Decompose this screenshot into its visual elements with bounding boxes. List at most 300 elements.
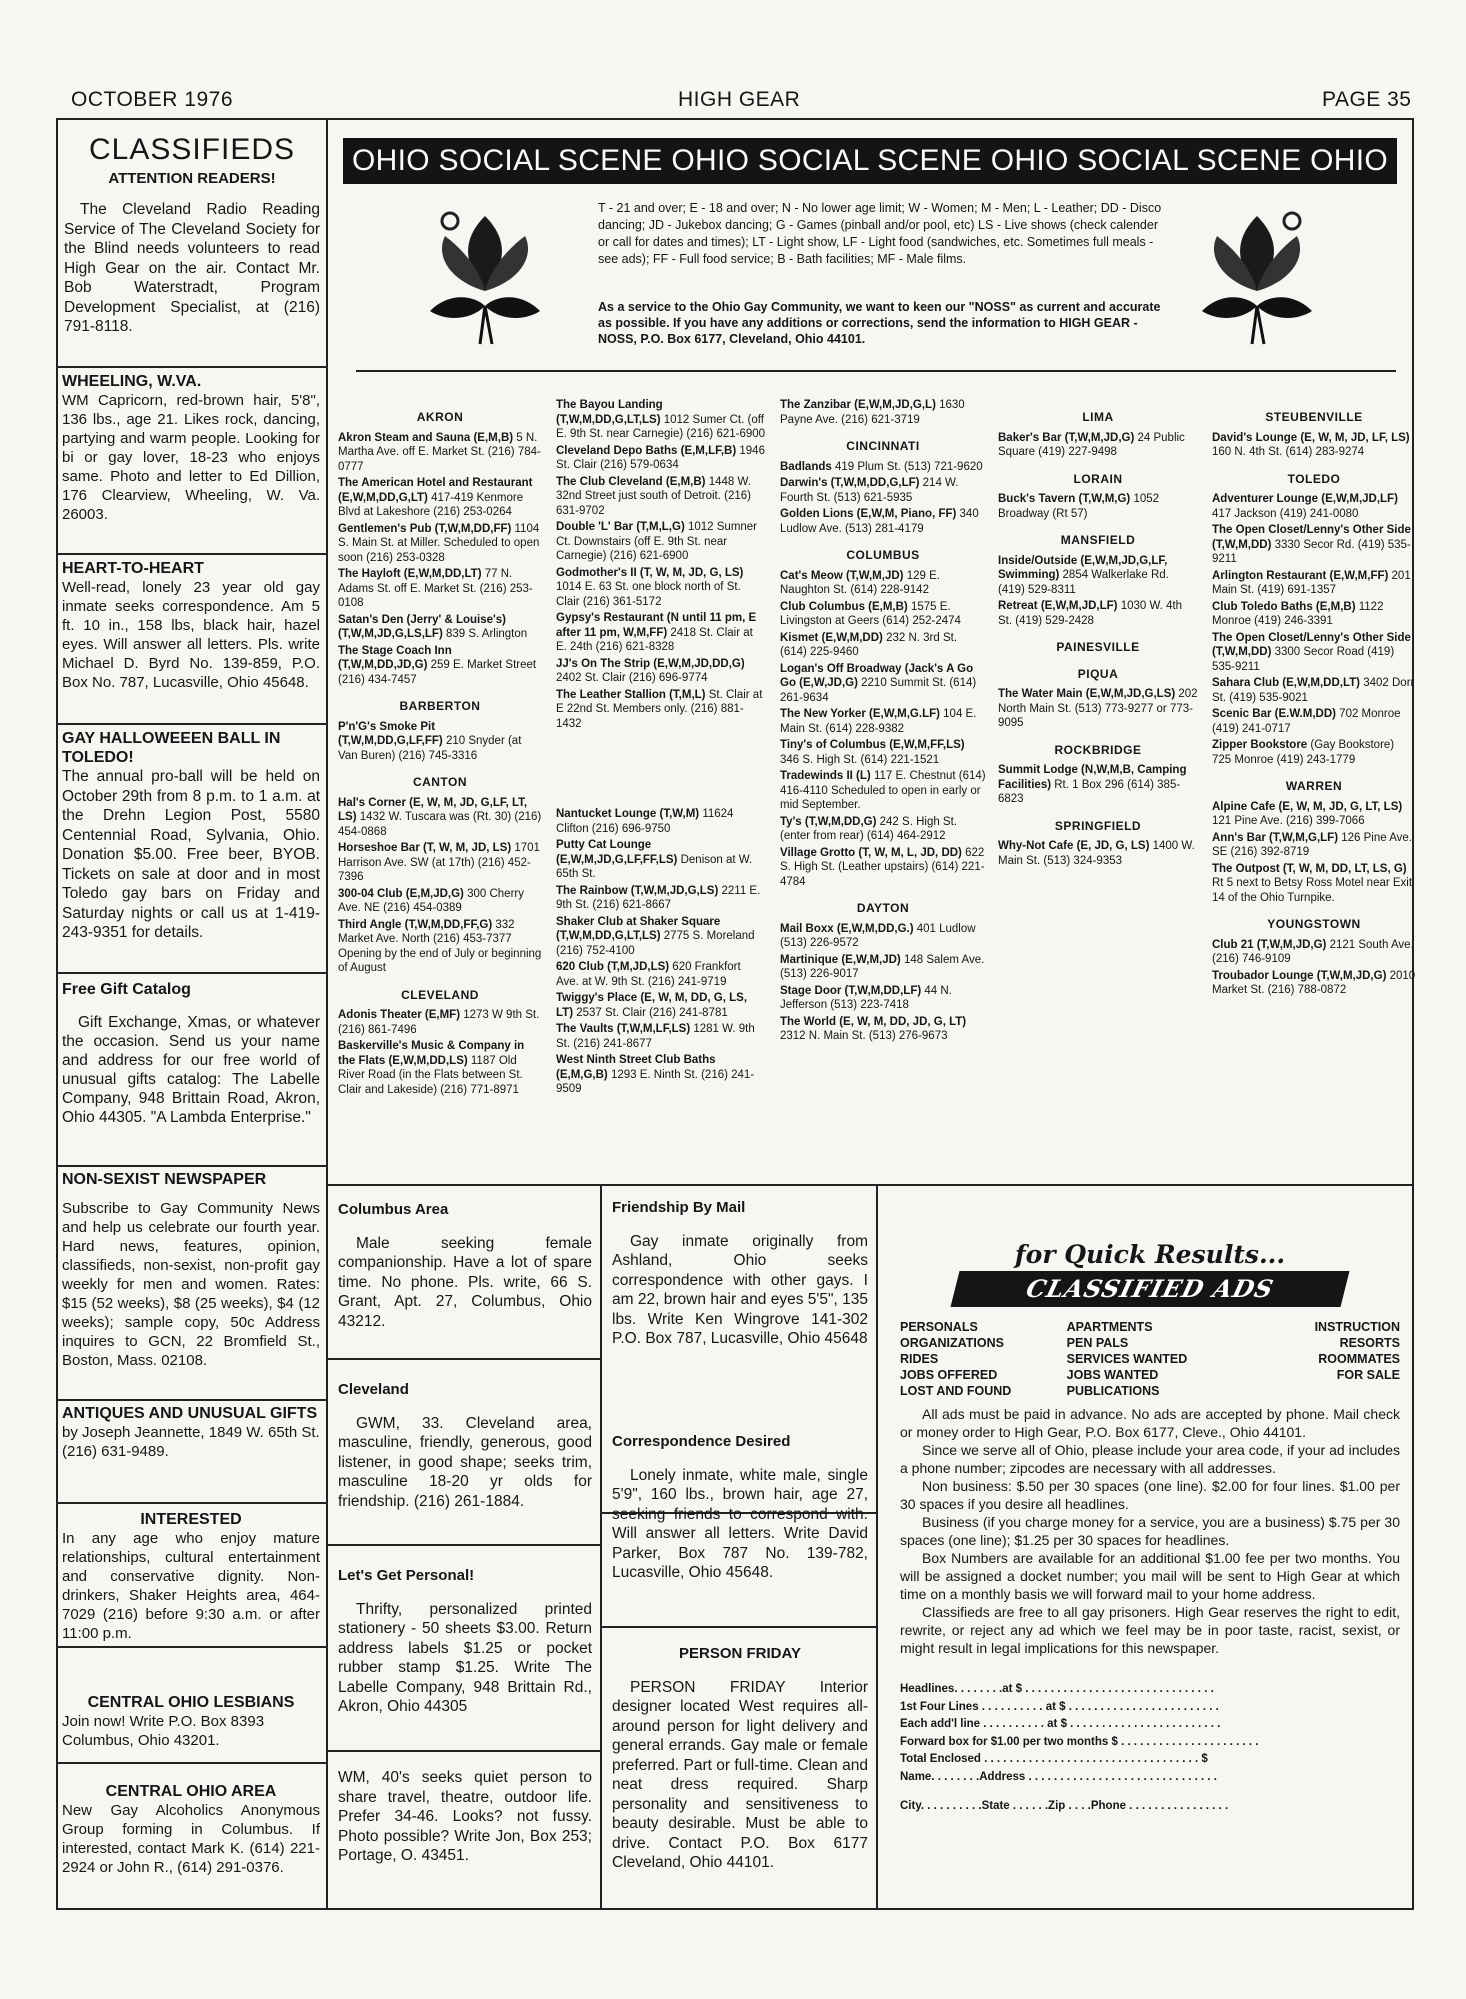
venue-name: Double 'L' Bar (T,M,L,G) bbox=[556, 521, 688, 533]
ad-body: Subscribe to Gay Community News and help us celebrate our fourth year. Hard news, features, opinion, classifieds, non-sexist, non-profit gay weekly for men and women. Rates: $15 (52 weeks), $8 (25 weeks), $4 (12 weeks); sample copy, 50c Address inquires to GCN, 22 Bromfield St., Boston, Mass. 02108. bbox=[62, 1200, 320, 1369]
venue-address: 2537 St. Clair (216) 241-8781 bbox=[576, 1006, 728, 1019]
ad-heading: Let's Get Personal! bbox=[338, 1567, 475, 1584]
venue-name: Gentlemen's Pub (T,W,M,DD,FF) bbox=[338, 522, 515, 535]
venue-listing bbox=[780, 460, 986, 475]
ad-category: INSTRUCTION bbox=[1314, 1320, 1400, 1334]
lotus-ornament-left bbox=[410, 196, 560, 346]
venue-name: Cat's Meow (T,W,M,JD) bbox=[780, 569, 907, 582]
venue-name: Retreat (E,W,M,JD,LF) bbox=[998, 600, 1121, 612]
venue-listing bbox=[338, 431, 542, 475]
ad-category: APARTMENTS bbox=[1066, 1320, 1153, 1334]
ad-category: PEN PALS bbox=[1066, 1336, 1129, 1350]
issue-date: OCTOBER 1976 bbox=[71, 88, 234, 111]
rule-payment: All ads must be paid in advance. No ads are accepted by phone. Mail check or money order to High Gear, P.O. Box 6177, Cleve., Ohio 44101. bbox=[900, 1406, 1400, 1440]
venue-listing bbox=[1212, 431, 1416, 460]
city-heading: CLEVELAND bbox=[401, 987, 479, 1002]
ohio-social-scene-banner: OHIO SOCIAL SCENE OHIO SOCIAL SCENE OHIO SOCIAL SCENE OHIO bbox=[343, 138, 1397, 184]
venue-address: 232 N. 3rd St. (614) 225-9460 bbox=[780, 631, 958, 658]
ad-category: FOR SALE bbox=[1336, 1368, 1400, 1382]
ad-body: The annual pro-ball will be held on October 29th from 8 p.m. to 1 a.m. at the Drehn Legion Post, 5580 Centennial Road, Sylvania, Ohio. Donation $5.00. Free beer, BYOB. Tickets on sale at door and in most Toledo gay bars on Friday and Saturday nights or call us at 1-419-243-9351 for details. bbox=[62, 768, 320, 941]
venue-name: Nantucket Lounge (T,W,M) bbox=[556, 808, 703, 820]
ad-heading: Free Gift Catalog bbox=[62, 981, 191, 998]
venue-name: 300-04 Club (E,M,JD,G) bbox=[338, 887, 468, 900]
venue-address: 3402 Dorr St. (419) 535-9021 bbox=[1212, 677, 1415, 704]
ad-lets-get-personal bbox=[338, 1566, 592, 1717]
ad-heart-to-heart bbox=[62, 559, 320, 692]
venue-name: Adonis Theater (E,MF) bbox=[338, 1009, 464, 1021]
venue-address: 148 Salem Ave. (513) 226-9017 bbox=[780, 953, 985, 980]
venue-address: 201 Main St. (419) 691-1357 bbox=[1212, 569, 1411, 596]
venue-address: St. Clair at E 22nd St. Members only. (216) 881-1432 bbox=[556, 688, 763, 730]
ad-heading: NON-SEXIST NEWSPAPER bbox=[62, 1171, 267, 1188]
venue-address: 1012 Sumer Ct. (off E. 9th St. near Carnegie) (216) 621-6900 bbox=[556, 413, 766, 440]
venue-name: The Open Closet/Lenny's Other Side (T,W,M,DD) bbox=[1212, 631, 1411, 658]
city-heading: CINCINNATI bbox=[846, 439, 920, 453]
venue-address: 1630 Payne Ave. (216) 621-3719 bbox=[780, 399, 965, 426]
column-spacer bbox=[556, 733, 766, 807]
ad-person-friday bbox=[612, 1644, 868, 1873]
rule bbox=[58, 972, 326, 974]
city-heading: COLUMBUS bbox=[846, 548, 920, 562]
legend-rule bbox=[356, 370, 1396, 372]
form-city-state-zip[interactable]: City. . . . . . . . . .State . . . . . .Zip . . . .Phone . . . . . . . . . . . . . . . . bbox=[900, 1800, 1229, 1812]
rule-business: Business (if you charge money for a service, you are a business) $.75 per 30 spaces (one line); $1.25 per 30 spaces for headlines. bbox=[900, 1514, 1400, 1548]
rule-non-business: Non business: $.50 per 30 spaces (one line). $2.00 for four lines. $1.00 per 30 spaces if you desire all headlines. bbox=[900, 1478, 1400, 1512]
venue-name: Inside/Outside (E,W,M,JD,G,LF, Swimming) bbox=[998, 554, 1168, 581]
venue-address: 1701 Harrison Ave. SW (at 17th) (216) 452-7396 bbox=[338, 842, 540, 883]
venue-listing bbox=[780, 707, 986, 736]
venue-address: 1400 W. Main St. (513) 324-9353 bbox=[998, 840, 1195, 867]
ad-category: ROOMMATES bbox=[1318, 1352, 1400, 1366]
venue-name: Badlands bbox=[780, 460, 835, 473]
rule bbox=[328, 1750, 600, 1752]
ad-halloween-ball bbox=[62, 729, 320, 943]
venue-name: The Vaults (T,W,M,LF,LS) bbox=[556, 1023, 694, 1035]
venue-listing bbox=[780, 569, 986, 598]
venue-address: 11624 Clifton (216) 696-9750 bbox=[556, 808, 734, 835]
venue-address: 1104 S. Main St. at Miller. Scheduled to open soon (216) 253-0328 bbox=[338, 522, 540, 564]
venue-address: 1946 St. Clair (216) 579-0634 bbox=[556, 444, 765, 471]
venue-address: 2010 Market St. (216) 788-0872 bbox=[1212, 969, 1416, 996]
venue-address: 104 E. Main St. (614) 228-9382 bbox=[780, 708, 977, 735]
city-heading: STEUBENVILLE bbox=[1265, 410, 1363, 424]
venue-listing bbox=[780, 600, 986, 629]
venue-listing bbox=[998, 839, 1198, 868]
city-heading: ROCKBRIDGE bbox=[1054, 742, 1142, 757]
attention-body: The Cleveland Radio Reading Service of The Cleveland Society for the Blind needs volunteers to read High Gear on the air. Contact Mr. Bob Waterstradt, Program Development Specialist, at (216) 791-8118. bbox=[64, 201, 320, 335]
ad-antiques bbox=[62, 1404, 320, 1461]
ad-body: Well-read, lonely 23 year old gay inmate seeks correspondence. Am 5 ft. 10 in., 158 lbs, black hair, hazel eyes. Will answer all letters. Pls. write Michael D. Byrd No. 139-859, P.O. Box No. 787, Lucasville, Ohio 45648. bbox=[62, 579, 320, 691]
directory-column-4 bbox=[998, 398, 1198, 870]
venue-name: Tradewinds II (L) bbox=[780, 770, 874, 782]
venue-listing bbox=[556, 1053, 766, 1097]
ad-heading: Columbus Area bbox=[338, 1201, 449, 1218]
lotus-ornament-right bbox=[1182, 196, 1332, 346]
ad-category: SERVICES WANTED bbox=[1066, 1352, 1188, 1366]
ad-body: New Gay Alcoholics Anonymous Group forming in Columbus. If interested, contact Mark K. (614) 221-2924 or John R., (614) 291-0376. bbox=[62, 1802, 320, 1876]
venue-name: Akron Steam and Sauna (E,M,B) bbox=[338, 431, 517, 444]
venue-address: 160 N. 4th St. (614) 283-9274 bbox=[1212, 446, 1365, 458]
venue-name: Horseshoe Bar (T, W, M, JD, LS) bbox=[338, 842, 515, 854]
venue-address: 2418 St. Clair at E. 24th (216) 621-8328 bbox=[556, 626, 753, 653]
order-form bbox=[900, 1681, 1400, 1816]
venue-listing bbox=[780, 769, 986, 813]
attention-heading: ATTENTION READERS! bbox=[108, 170, 276, 187]
venue-listing bbox=[338, 887, 542, 916]
venue-name: The Outpost (T, W, M, DD, LT, LS, G) bbox=[1212, 862, 1407, 875]
ad-body: by Joseph Jeannette, 1849 W. 65th St. (216) 631-9489. bbox=[62, 1424, 320, 1460]
venue-name: Third Angle (T,W,M,DD,FF,G) bbox=[338, 918, 496, 931]
venue-address: 1014 E. 63 St. one block north of St. Clair (216) 361-5172 bbox=[556, 581, 741, 608]
directory-column-2 bbox=[556, 398, 766, 1099]
city-heading: YOUNGSTOWN bbox=[1267, 917, 1361, 931]
rule bbox=[58, 723, 326, 725]
venue-name: The Open Closet/Lenny's Other Side (T,W,M,DD) bbox=[1212, 524, 1411, 551]
venue-listing bbox=[556, 475, 766, 519]
venue-name: Godmother's II (T, W, M, JD, G, LS) bbox=[556, 566, 744, 579]
ad-category bbox=[1233, 1383, 1400, 1399]
ad-friendship-by-mail bbox=[612, 1198, 868, 1349]
rule bbox=[602, 1626, 876, 1628]
venue-listing bbox=[1212, 676, 1416, 705]
venue-address: 417-419 Kenmore Blvd at Lakeshore (216) 253-0264 bbox=[338, 491, 524, 518]
ad-body: Join now! Write P.O. Box 8393 Columbus, Ohio 43201. bbox=[62, 1713, 265, 1749]
ad-heading: CENTRAL OHIO AREA bbox=[105, 1783, 277, 1800]
venue-listing bbox=[556, 884, 766, 913]
venue-listing bbox=[780, 953, 986, 982]
ad-body: WM, 40's seeks quiet person to share travel, theatre, outdoor life. Prefer 34-46. Looks? not fussy. Photo possible? Write Jon, Box 253; Portage, O. 43451. bbox=[338, 1769, 592, 1864]
venue-name: Village Grotto (T, W, M, L, JD, DD) bbox=[780, 846, 966, 859]
venue-listing bbox=[556, 960, 766, 989]
venue-address: 1052 Broadway (Rt 57) bbox=[998, 493, 1160, 520]
venue-address: 117 E. Chestnut (614) 416-4110 Scheduled to open in early or mid September. bbox=[780, 770, 986, 811]
city-heading: LIMA bbox=[1082, 410, 1114, 424]
venue-name: Ann's Bar (T,W,M,G,LF) bbox=[1212, 831, 1342, 844]
rule bbox=[58, 1762, 326, 1764]
ad-body: Gift Exchange, Xmas, or whatever the occasion. Send us your name and address for our free world of unusual gifts catalog: The Labelle Company, 948 Brittain Road, Akron, Ohio 44305. "A Lambda Enterprise." bbox=[62, 1014, 320, 1126]
venue-name: P'n'G's Smoke Pit (T,W,M,DD,G,LF,FF) bbox=[338, 720, 446, 747]
venue-listing bbox=[1212, 569, 1416, 598]
venue-listing bbox=[998, 492, 1198, 521]
venue-name: Zipper Bookstore bbox=[1212, 739, 1311, 751]
venue-name: Baker's Bar (T,W,M,JD,G) bbox=[998, 431, 1138, 444]
venue-address: 1122 Monroe (419) 246-3391 bbox=[1212, 600, 1384, 627]
venue-address: 1448 W. 32nd Street just south of Detroit. (216) 631-9702 bbox=[556, 475, 751, 517]
venue-address: 1281 W. 9th St. (216) 241-8677 bbox=[556, 1023, 755, 1050]
venue-address: 2210 Summit St. (614) 261-9634 bbox=[780, 677, 977, 704]
venue-address: 242 S. High St. (enter from rear) (614) 464-2912 bbox=[780, 815, 957, 842]
venue-listing bbox=[338, 644, 542, 688]
venue-name: Gypsy's Restaurant (N until 11 pm, E after 11 pm, W,M,FF) bbox=[556, 612, 757, 639]
venue-address: 1030 W. 4th St. (419) 529-2428 bbox=[998, 600, 1183, 627]
venue-name: The Water Main (E,W,M,JD,G,LS) bbox=[998, 688, 1179, 700]
city-heading: WARREN bbox=[1285, 779, 1343, 793]
ad-rules bbox=[900, 1405, 1400, 1657]
rule bbox=[328, 1544, 600, 1546]
ad-category: PERSONALS bbox=[900, 1320, 978, 1334]
venue-address: 129 E. Naughton St. (614) 228-9142 bbox=[780, 569, 940, 596]
venue-listing bbox=[556, 566, 766, 610]
ad-central-ohio-lesbians bbox=[62, 1693, 320, 1750]
ad-heading: Correspondence Desired bbox=[612, 1433, 791, 1450]
directory-bottom-rule bbox=[328, 1184, 1414, 1186]
venue-listing bbox=[1212, 600, 1416, 629]
venue-name: Summit Lodge (N,W,M,B, Camping Facilities) bbox=[998, 764, 1187, 791]
venue-address: 3330 Secor Rd. (419) 535-9211 bbox=[1212, 538, 1411, 565]
ad-body: PERSON FRIDAY Interior designer located West requires all-around person for light delivery and general errands. Gay male or female preferred. Part or full-time. Clean and neat dress required. Sharp personality and sensitiveness to beauty desirable. Must be able to drive. Contact P.O. Box 6177 Cleveland, Ohio 44101. bbox=[612, 1678, 868, 1871]
venue-listing bbox=[338, 613, 542, 642]
ad-category: RIDES bbox=[900, 1352, 939, 1366]
venue-address: 121 Pine Ave. (216) 399-7066 bbox=[1212, 815, 1365, 827]
venue-address: 210 Snyder (at Van Buren) (216) 745-3316 bbox=[338, 735, 522, 762]
venue-listing bbox=[998, 687, 1198, 731]
venue-listing bbox=[780, 922, 986, 951]
venue-address: Rt. 1 Box 296 (614) 385-6823 bbox=[998, 778, 1181, 805]
venue-listing bbox=[1212, 523, 1416, 567]
venue-name: The Stage Coach Inn (T,W,M,DD,JD,G) bbox=[338, 644, 452, 671]
venue-listing bbox=[780, 984, 986, 1013]
venue-listing bbox=[556, 444, 766, 473]
venue-address: 417 Jackson (419) 241-0080 bbox=[1212, 507, 1359, 520]
venue-listing bbox=[1212, 969, 1416, 998]
city-heading: DAYTON bbox=[856, 901, 910, 915]
venue-listing bbox=[556, 807, 766, 836]
venue-listing bbox=[1212, 862, 1416, 906]
venue-name: Adventurer Lounge (E,W,M,JD,LF) bbox=[1212, 493, 1398, 505]
venue-address: 332 Market Ave. North (216) 453-7377 Opening by the end of July or beginning of August bbox=[338, 918, 542, 974]
venue-address: 2211 E. 9th St. (216) 621-8667 bbox=[556, 884, 761, 911]
venue-name: Alpine Cafe (E, W, M, JD, G, LT, LS) bbox=[1212, 800, 1403, 813]
city-heading: SPRINGFIELD bbox=[1054, 818, 1142, 833]
venue-listing bbox=[780, 1015, 986, 1044]
venue-name: Cleveland Depo Baths (E,M,LF,B) bbox=[556, 444, 740, 457]
venue-listing bbox=[998, 554, 1198, 598]
venue-name: David's Lounge (E, W, M, JD, LF, LS) bbox=[1212, 431, 1410, 444]
ad-cleveland bbox=[338, 1380, 592, 1511]
venue-name: Scenic Bar (E.W.M,DD) bbox=[1212, 708, 1340, 720]
venue-listing bbox=[338, 567, 542, 611]
venue-address: 2312 N. Main St. (513) 276-9673 bbox=[780, 1030, 948, 1042]
venue-name: Arlington Restaurant (E,W,M,FF) bbox=[1212, 569, 1392, 582]
venue-listing bbox=[556, 1022, 766, 1051]
venue-address: 1575 E. Livingston at Geers (614) 252-2474 bbox=[780, 600, 961, 627]
ad-non-sexist-newspaper bbox=[62, 1170, 320, 1370]
venue-address: 77 N. Adams St. off E. Market St. (216) 253-0108 bbox=[338, 568, 533, 609]
venue-name: Club Columbus (E,M,B) bbox=[780, 600, 911, 613]
rule bbox=[58, 1646, 326, 1648]
venue-listing bbox=[998, 431, 1198, 460]
venue-name: Satan's Den (Jerry' & Louise's) (T,W,M,JD,G,LS,LF) bbox=[338, 613, 506, 640]
venue-name: Twiggy's Place (E, W, M, DD, G, LS, LT) bbox=[556, 992, 748, 1019]
city-heading: MANSFIELD bbox=[1060, 533, 1136, 547]
venue-listing bbox=[780, 662, 986, 706]
venue-name: The Zanzibar (E,W,M,JD,G,L) bbox=[780, 399, 940, 411]
form-forward-box[interactable]: Forward box for $1.00 per two months $ . . . . . . . . . . . . . . . . . . . . . . bbox=[900, 1735, 1259, 1748]
venue-name: Sahara Club (E,W,M,DD,LT) bbox=[1212, 677, 1364, 689]
ad-central-ohio-area bbox=[62, 1782, 320, 1877]
venue-name: The Bayou Landing (T,W,M,DD,G,LT,LS) bbox=[556, 399, 664, 426]
venue-address: 1432 W. Tuscara was (Rt. 30) (216) 454-0868 bbox=[338, 811, 542, 838]
ad-category: LOST AND FOUND bbox=[900, 1384, 1012, 1398]
city-heading: BARBERTON bbox=[399, 699, 481, 713]
venue-name: The New Yorker (E,W,M,G.LF) bbox=[780, 708, 944, 720]
venue-name: The Rainbow (T,W,M,JD,G,LS) bbox=[556, 884, 722, 897]
venue-name: West Ninth Street Club Baths (E,M,G,B) bbox=[556, 1054, 716, 1081]
venue-listing bbox=[338, 796, 542, 840]
venue-address: 214 W. Fourth St. (513) 621-5935 bbox=[780, 477, 959, 504]
ad-wheeling bbox=[62, 372, 320, 524]
venue-listing bbox=[1212, 831, 1416, 860]
ad-columbus-area bbox=[338, 1200, 592, 1331]
city-heading: AKRON bbox=[416, 410, 464, 424]
venue-name: Golden Lions (E,W,M, Piano, FF) bbox=[780, 508, 960, 520]
venue-listing bbox=[556, 915, 766, 959]
venue-address: 346 S. High St. (614) 221-1521 bbox=[780, 753, 940, 766]
scene-legend: T - 21 and over; E - 18 and over; N - No lower age limit; W - Women; M - Men; L - Leather; DD - Disco dancing; JD - Jukebox dancing; G - Games (pinball and/or pool, etc) LS - Live shows (check calender or call for dates and times); LT - Light show, LF - Light food (sandwiches, etc. Sometimes full meals - see ads); FF - Full food service; B - Bath facilities; MF - Male films. bbox=[598, 201, 1162, 266]
rule-box-numbers: Box Numbers are available for an additional $1.00 fee per two months. You will be assigned a docket number; you mail will be sent to High Gear at which time on a monthly basis we will forward mail to your home address. bbox=[900, 1550, 1400, 1602]
venue-name: Mail Boxx (E,W,M,DD,G.) bbox=[780, 922, 917, 935]
venue-name: Logan's Off Broadway (Jack's A Go Go (E,W,JD,G) bbox=[780, 662, 974, 689]
ad-category: RESORTS bbox=[1339, 1336, 1400, 1350]
directory-column-3 bbox=[780, 398, 986, 1046]
venue-address: 3300 Secor Road (419) 535-9211 bbox=[1212, 646, 1395, 673]
venue-listing bbox=[556, 398, 766, 442]
venue-address: 1012 Sumner Ct. Downstairs (off E. 9th St. near Carnegie) (216) 621-6900 bbox=[556, 521, 758, 562]
venue-name: The Club Cleveland (E,M,B) bbox=[556, 475, 709, 488]
venue-name: Why-Not Cafe (E, JD, G, LS) bbox=[998, 840, 1153, 852]
venue-name: Shaker Club at Shaker Square (T,W,M,DD,G,LT,LS) bbox=[556, 915, 721, 942]
venue-listing bbox=[780, 815, 986, 844]
form-headlines[interactable]: Headlines. . . . . . . .at $ . . . . . . . . . . . . . . . . . . . . . . . . . . . . . . bbox=[900, 1683, 1214, 1695]
venue-name: Club Toledo Baths (E,M,B) bbox=[1212, 600, 1359, 613]
venue-listing bbox=[780, 738, 986, 767]
venue-listing bbox=[338, 1008, 542, 1037]
venue-listing bbox=[556, 838, 766, 882]
scene-service-note: As a service to the Ohio Gay Community, we want to keen our "NOSS" as current and accurate as possible. If you have any additions or corrections, send the information to HIGH GEAR - NOSS, P.O. Box 6177, Cleveland, Ohio 44101. bbox=[598, 300, 1161, 346]
venue-listing bbox=[556, 611, 766, 655]
venue-address: 702 Monroe (419) 241-0717 bbox=[1212, 708, 1401, 735]
venue-listing bbox=[338, 918, 542, 976]
venue-listing bbox=[556, 991, 766, 1020]
venue-listing bbox=[780, 631, 986, 660]
venue-name: Stage Door (T,W,M,DD,LF) bbox=[780, 984, 925, 997]
venue-listing bbox=[338, 841, 542, 885]
rule bbox=[58, 553, 326, 555]
venue-address: 1293 E. Ninth St. (216) 241-9509 bbox=[556, 1068, 755, 1095]
rule bbox=[58, 366, 326, 368]
venue-address: (Gay Bookstore) 725 Monroe (419) 243-1779 bbox=[1212, 739, 1395, 766]
venue-name: Troubador Lounge (T,W,M,JD,G) bbox=[1212, 969, 1390, 982]
form-additional-line[interactable]: Each add'l line . . . . . . . . . . at $ . . . . . . . . . . . . . . . . . . . . . . . . bbox=[900, 1718, 1221, 1730]
rule bbox=[58, 1399, 326, 1401]
ad-heading: HEART-TO-HEART bbox=[62, 560, 204, 577]
venue-address: 24 Public Square (419) 227-9498 bbox=[998, 431, 1185, 458]
venue-name: The American Hotel and Restaurant (E,W,M,DD,G,LT) bbox=[338, 477, 533, 504]
city-heading: LORAIN bbox=[1073, 471, 1123, 486]
form-total[interactable]: Total Enclosed . . . . . . . . . . . . . . . . . . . . . . . . . . . . . . . . . . $ bbox=[900, 1753, 1208, 1765]
classified-ads-box bbox=[900, 1240, 1400, 1816]
venue-address: 300 Cherry Ave. NE (216) 454-0389 bbox=[338, 887, 524, 914]
ad-body: In any age who enjoy mature relationships, cultural entertainment and conservative dignity. Non-drinkers, Shaker Heights area, 464-7029 (216) before 9:30 a.m. or after 11:00 p.m. bbox=[62, 1530, 320, 1642]
ad-heading: PERSON FRIDAY bbox=[679, 1645, 801, 1662]
venue-name: The World (E, W, M, DD, JD, G, LT) bbox=[780, 1015, 967, 1028]
venue-listing bbox=[338, 522, 542, 566]
ads-rule-1 bbox=[600, 1186, 602, 1910]
city-heading: PIQUA bbox=[1077, 666, 1119, 681]
ad-body: WM Capricorn, red-brown hair, 5'8", 136 lbs., age 21. Likes rock, dancing, partying and warm people. Looking for bi or gay lover, 18-23 who enjoys same. Photo and letter to Ed Dillion, 176 Clearview, Wheeling, W. Va. 26003. bbox=[62, 392, 320, 523]
venue-listing bbox=[556, 520, 766, 564]
venue-listing bbox=[780, 476, 986, 505]
rule bbox=[58, 1502, 326, 1504]
venue-address: 44 N. Jefferson (513) 223-7418 bbox=[780, 984, 952, 1011]
venue-address: Rt 5 next to Betsy Ross Motel near Exit 14 of the Ohio Turnpike. bbox=[1212, 877, 1413, 904]
classifieds-header bbox=[64, 133, 320, 337]
venue-name: Hal's Corner (E, W, M, JD, G,LF, LT, LS) bbox=[338, 796, 528, 823]
ad-category: JOBS OFFERED bbox=[900, 1368, 998, 1382]
venue-address: 259 E. Market Street (216) 434-7457 bbox=[338, 659, 537, 686]
venue-listing bbox=[1212, 492, 1416, 521]
directory-column-1 bbox=[338, 398, 542, 1099]
rule bbox=[328, 1358, 600, 1360]
venue-name: The Hayloft (E,W,M,DD,LT) bbox=[338, 568, 485, 580]
left-column-rule bbox=[326, 118, 328, 1910]
directory-column-5 bbox=[1212, 398, 1416, 1000]
venue-listing bbox=[338, 476, 542, 520]
venue-listing bbox=[338, 1039, 542, 1097]
form-name-address[interactable]: Name. . . . . . . .Address . . . . . . . . . . . . . . . . . . . . . . . . . . . . . . bbox=[900, 1770, 1217, 1783]
ad-body: Thrifty, personalized printed stationery - 50 sheets $3.00. Return address labels $1.25 or pocket rubber stamp $1.25. Write The Labelle Company, 948 Brittain Rd., Akron, Ohio 44305 bbox=[338, 1600, 592, 1715]
venue-name: The Leather Stallion (T,M,L) bbox=[556, 688, 709, 701]
classified-logo-tagline: for Quick Results... bbox=[1014, 1240, 1286, 1269]
venue-address: 622 S. High St. (Leather upstairs) (614) 221-4784 bbox=[780, 846, 985, 888]
ad-gift-catalog bbox=[62, 980, 320, 1127]
venue-name: Club 21 (T,W,M,JD,G) bbox=[1212, 938, 1330, 951]
venue-address: 620 Frankfort Ave. at W. 9th St. (216) 241-9719 bbox=[556, 961, 741, 988]
page-number: PAGE 35 bbox=[1322, 88, 1412, 111]
ad-heading: GAY HALLOWEEEN BALL IN TOLEDO! bbox=[62, 730, 281, 766]
ad-body: Lonely inmate, white male, single 5'9", 160 lbs., brown hair, age 27, seeking friends to correspond with. Will answer all letters. Write David Parker, Box 787 No. 139-782, Lucasville, Ohio 45648. bbox=[612, 1466, 868, 1581]
form-first-four-lines[interactable]: 1st Four Lines . . . . . . . . . . at $ . . . . . . . . . . . . . . . . . . . . . . . . bbox=[900, 1700, 1219, 1713]
ad-category: PUBLICATIONS bbox=[1066, 1384, 1160, 1398]
ad-body: Male seeking female companionship. Have a lot of spare time. No phone. Pls. write, 66 S. Grant, Apt. 27, Columbus, Ohio 43212. bbox=[338, 1234, 592, 1330]
venue-address: 5 N. Martha Ave. off E. Market St. (216) 784-0777 bbox=[338, 431, 541, 473]
venue-name: Kismet (E,W,M,DD) bbox=[780, 631, 887, 644]
venue-address: 839 S. Arlington bbox=[445, 628, 528, 640]
venue-listing bbox=[1212, 738, 1416, 767]
ad-category: JOBS WANTED bbox=[1066, 1368, 1159, 1382]
venue-address: 2854 Walkerlake Rd. (419) 529-8311 bbox=[998, 569, 1169, 596]
ad-wm-40s bbox=[338, 1768, 592, 1866]
classifieds-title: CLASSIFIEDS bbox=[88, 133, 296, 166]
venue-address: Denison at W. 65th St. bbox=[556, 853, 753, 880]
venue-listing bbox=[1212, 938, 1416, 967]
venue-listing bbox=[556, 657, 766, 686]
ad-heading: CENTRAL OHIO LESBIANS bbox=[87, 1694, 295, 1711]
venue-address: 401 Ludlow (513) 226-9572 bbox=[780, 922, 976, 949]
venue-listing bbox=[556, 688, 766, 732]
ad-body: GWM, 33. Cleveland area, masculine, friendly, generous, good listener, in good shape; seeks trim, masculine 18-20 yr olds for friendship. (216) 261-1884. bbox=[338, 1414, 592, 1510]
city-heading: PAINESVILLE bbox=[1056, 640, 1140, 654]
venue-address: 126 Pine Ave. SE (216) 392-8719 bbox=[1212, 831, 1412, 858]
venue-address: 2775 S. Moreland (216) 752-4100 bbox=[556, 930, 755, 957]
city-heading: TOLEDO bbox=[1287, 471, 1341, 486]
ad-category: ORGANIZATIONS bbox=[900, 1336, 1004, 1350]
venue-name: Putty Cat Lounge (E,W,M,JD,G,LF,FF,LS) bbox=[556, 839, 681, 866]
ads-rule-2 bbox=[876, 1186, 878, 1910]
ad-heading: INTERESTED bbox=[140, 1511, 242, 1528]
venue-listing bbox=[1212, 631, 1416, 675]
ad-body: Gay inmate originally from Ashland, Ohio seeks correspondence with other gays. I am 22, brown hair and eyes 5'5", 135 lbs. Write Ken Wingrove 141-302 P.O. Box 787, Lucasville, Ohio 45648 bbox=[612, 1232, 868, 1347]
